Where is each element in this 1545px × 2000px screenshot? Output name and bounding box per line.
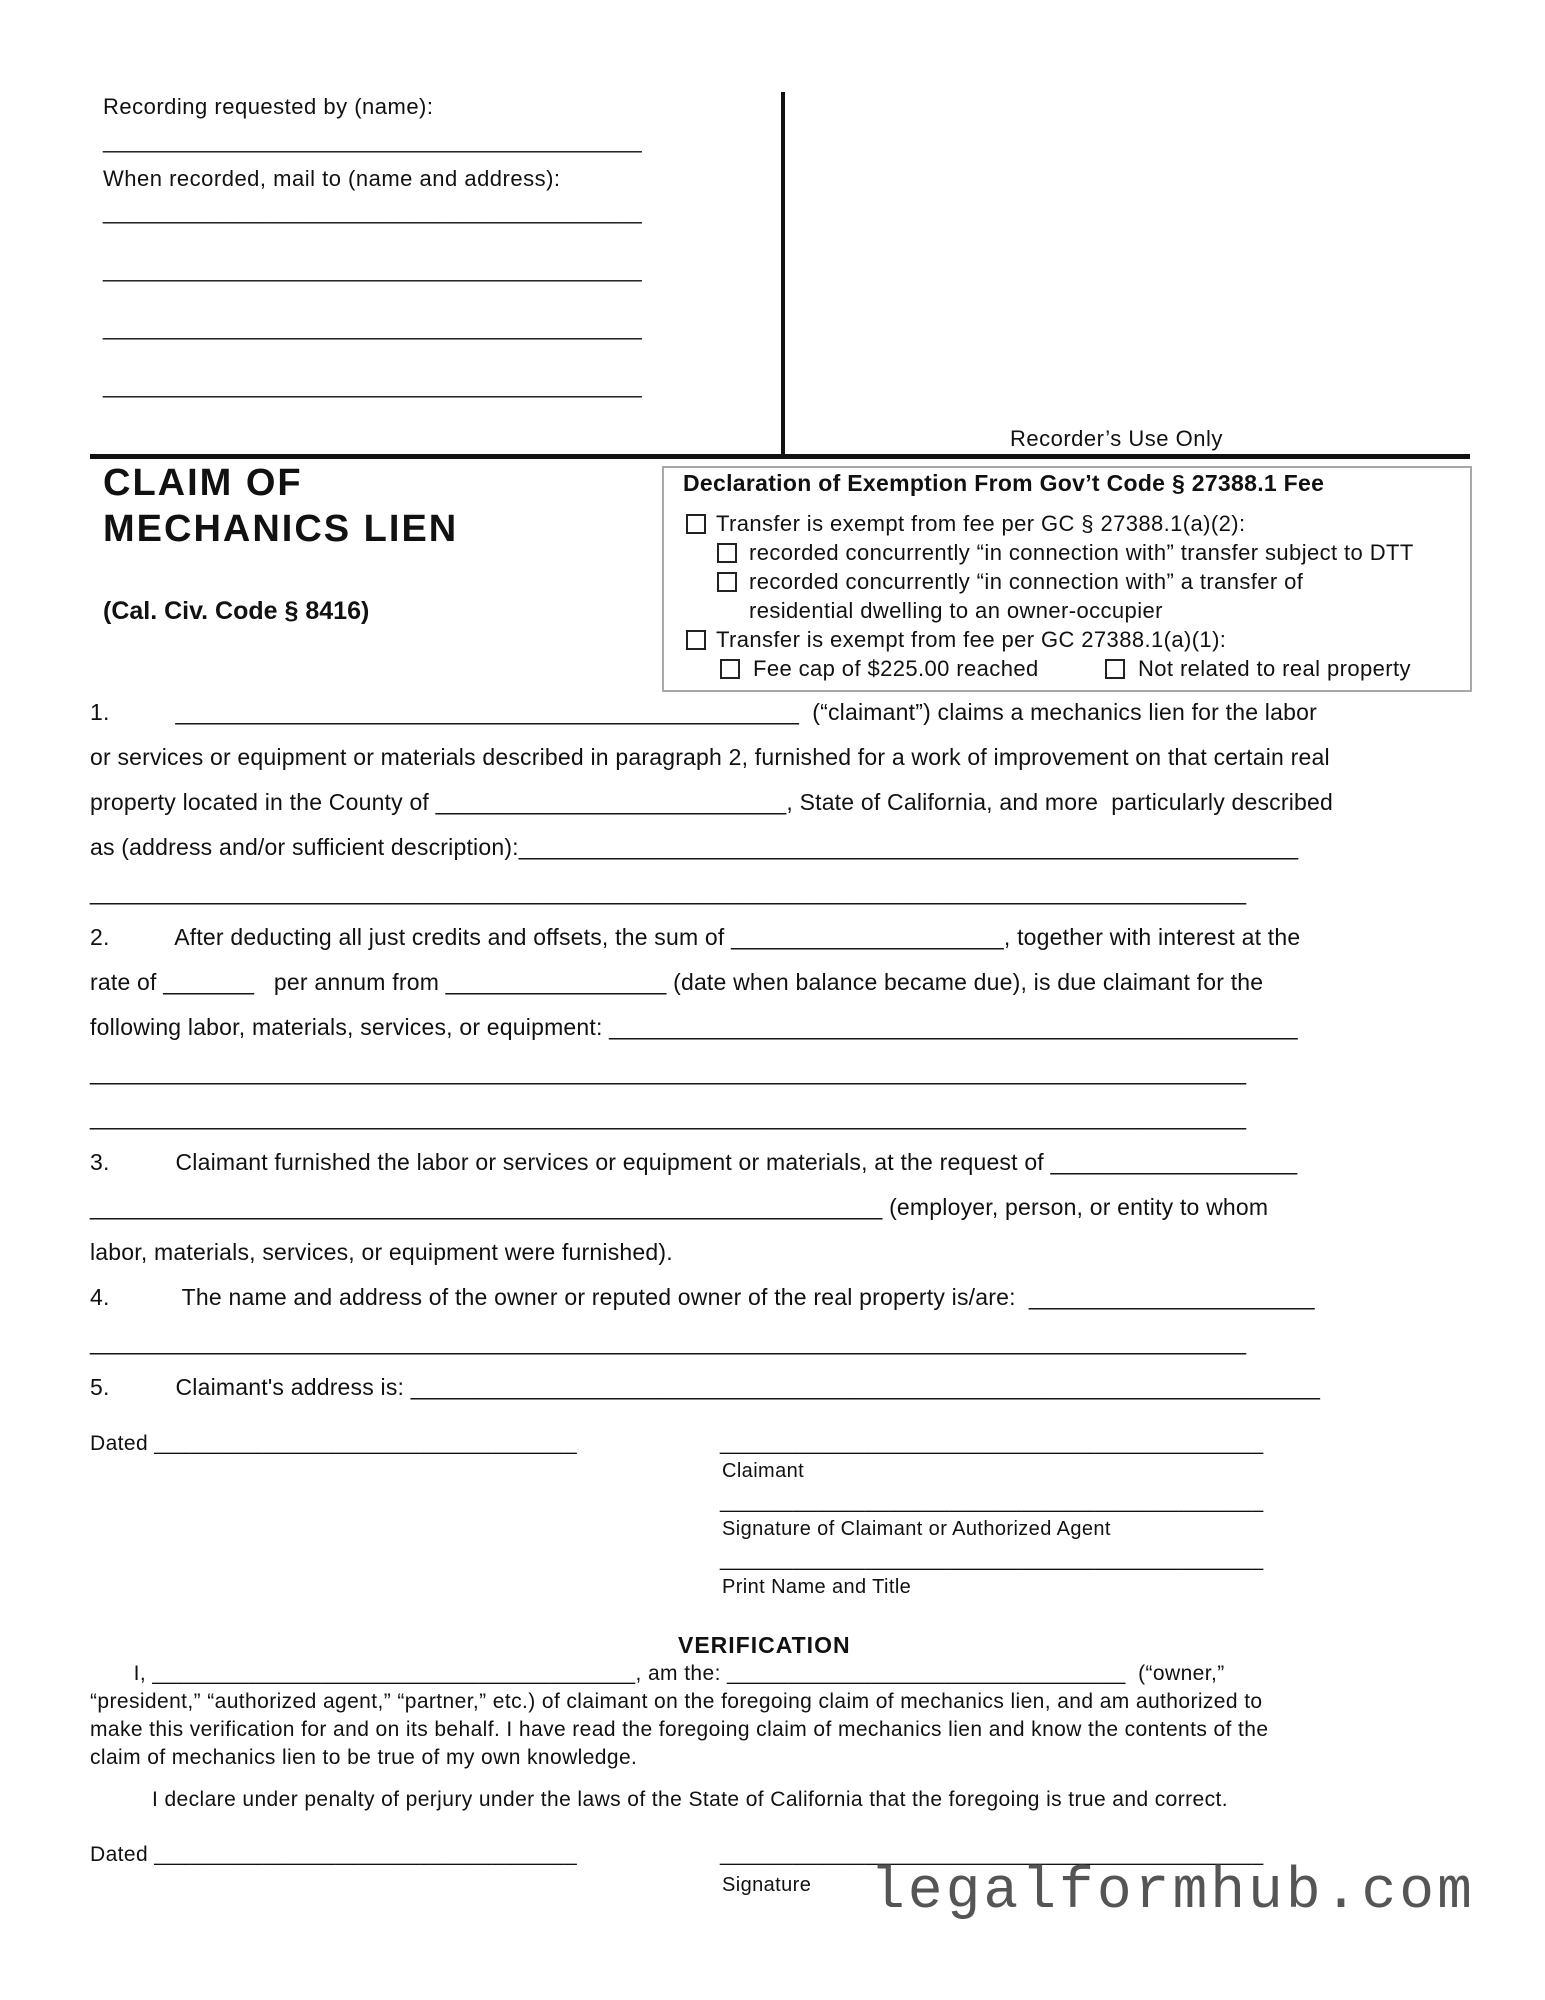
verification-signature-line[interactable]: _____________________________________________: [720, 1843, 1264, 1866]
exempt-a1-checkbox[interactable]: [686, 630, 706, 650]
para2-line2[interactable]: rate of _______ per annum from _________________ (date when balance became due), is due claimant for the: [90, 969, 1264, 995]
para3-line3: labor, materials, services, or equipment were furnished).: [90, 1239, 673, 1265]
para2-line1[interactable]: 2. After deducting all just credits and offsets, the sum of _____________________, together with interest at the: [90, 924, 1301, 950]
mail-to-line-2[interactable]: ___________________________________________: [103, 257, 643, 282]
dated-field[interactable]: Dated ___________________________________: [90, 1432, 578, 1455]
para1-line4[interactable]: as (address and/or sufficient description):____________________________________________________________: [90, 834, 1299, 860]
mail-to-line-4[interactable]: ___________________________________________: [103, 373, 643, 398]
para2-line3[interactable]: following labor, materials, services, or equipment: _____________________________________________________: [90, 1014, 1298, 1040]
para4-line2[interactable]: _________________________________________________________________________________________: [90, 1329, 1247, 1355]
owner-occupier-label-1: recorded concurrently “in connection with” a transfer of: [749, 569, 1304, 594]
claimant-line[interactable]: _____________________________________________: [720, 1432, 1264, 1455]
exempt-a2-label: Transfer is exempt from fee per GC § 27388.1(a)(2):: [716, 511, 1246, 536]
recording-requested-label: Recording requested by (name):: [103, 94, 434, 119]
para2-line5[interactable]: _________________________________________________________________________________________: [90, 1104, 1247, 1130]
fee-cap-checkbox[interactable]: [720, 659, 740, 679]
recorder-divider: [781, 92, 785, 454]
print-name-line[interactable]: _____________________________________________: [720, 1548, 1264, 1571]
fee-cap-label: Fee cap of $225.00 reached: [753, 656, 1039, 681]
claimant-label: Claimant: [722, 1460, 805, 1482]
verification-dated-field[interactable]: Dated ___________________________________: [90, 1843, 578, 1866]
not-real-property-checkbox[interactable]: [1105, 659, 1125, 679]
not-real-property-label: Not related to real property: [1138, 656, 1411, 681]
para1-line5[interactable]: _________________________________________________________________________________________: [90, 879, 1247, 905]
verification-line2: “president,” “authorized agent,” “partner,” etc.) of claimant on the foregoing claim of mechanics lien, and am authorized to: [90, 1690, 1263, 1713]
dtt-label: recorded concurrently “in connection with” transfer subject to DTT: [749, 540, 1414, 565]
owner-occupier-checkbox[interactable]: [717, 572, 737, 592]
recording-requested-line[interactable]: ___________________________________________: [103, 128, 643, 153]
verification-signature-label: Signature: [722, 1874, 812, 1896]
para4-line1[interactable]: 4. The name and address of the owner or reputed owner of the real property is/are: ______________________: [90, 1284, 1315, 1310]
agent-signature-line[interactable]: _____________________________________________: [720, 1490, 1264, 1513]
form-title-line2: MECHANICS LIEN: [103, 508, 459, 550]
mail-to-label: When recorded, mail to (name and address):: [103, 166, 561, 191]
dtt-checkbox[interactable]: [717, 543, 737, 563]
print-name-label: Print Name and Title: [722, 1576, 912, 1598]
form-title-line1: CLAIM OF: [103, 462, 303, 504]
mail-to-line-3[interactable]: ___________________________________________: [103, 315, 643, 340]
para5-line1[interactable]: 5. Claimant's address is: ______________________________________________________________________: [90, 1374, 1321, 1400]
mail-to-line-1[interactable]: ___________________________________________: [103, 199, 643, 224]
para1-line1[interactable]: 1. ________________________________________________ (“claimant”) claims a mechanics lien for the labor: [90, 699, 1317, 725]
exempt-a1-label: Transfer is exempt from fee per GC 27388.1(a)(1):: [716, 627, 1227, 652]
para2-line4[interactable]: _________________________________________________________________________________________: [90, 1059, 1247, 1085]
owner-occupier-label-2: residential dwelling to an owner-occupier: [749, 598, 1163, 623]
recorders-use-label: Recorder’s Use Only: [1010, 426, 1223, 451]
verification-line4: claim of mechanics lien to be true of my own knowledge.: [90, 1746, 638, 1769]
watermark: legalformhub.com: [870, 1860, 1475, 1925]
exemption-heading: Declaration of Exemption From Gov’t Code § 27388.1 Fee: [683, 470, 1325, 496]
agent-signature-label: Signature of Claimant or Authorized Agent: [722, 1518, 1111, 1540]
code-citation: (Cal. Civ. Code § 8416): [103, 597, 370, 625]
verification-heading: VERIFICATION: [678, 1632, 851, 1658]
perjury-declaration: I declare under penalty of perjury under the laws of the State of California that the foregoing is true and correct.: [152, 1788, 1228, 1811]
para3-line2[interactable]: _____________________________________________________________ (employer, person, or entity to whom: [90, 1194, 1269, 1220]
exempt-a2-checkbox[interactable]: [686, 514, 706, 534]
para1-line2: or services or equipment or materials described in paragraph 2, furnished for a work of improvement on that certain real: [90, 744, 1330, 770]
verification-line1[interactable]: I, ________________________________________, am the: _________________________________ (“owner,”: [90, 1662, 1225, 1685]
para3-line1[interactable]: 3. Claimant furnished the labor or services or equipment or materials, at the request of ___________________: [90, 1149, 1298, 1175]
para1-line3[interactable]: property located in the County of ___________________________, State of California, and more particularly described: [90, 789, 1334, 815]
header-rule: [90, 454, 1470, 459]
verification-line3: make this verification for and on its behalf. I have read the foregoing claim of mechanics lien and know the contents of the: [90, 1718, 1269, 1741]
